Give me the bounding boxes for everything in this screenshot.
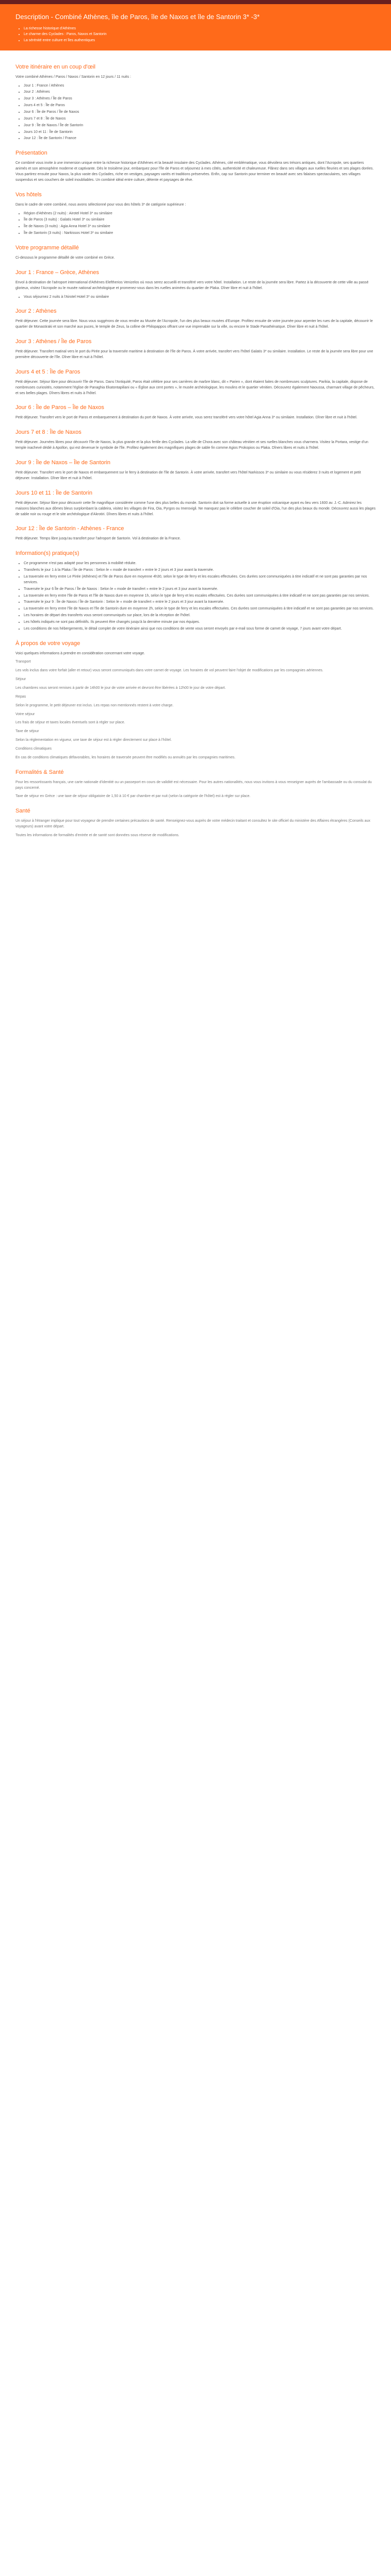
overview-item: • Jour 6 : Île de Paros / Île de Naxos [24,110,376,115]
main-content [0,50,391,857]
day-section [15,307,376,330]
day-section [15,368,376,397]
hotel-item: • Île de Naxos (3 nuits) : Agia Anna Hotel 3* ou similaire [24,224,376,230]
about-para: En cas de conditions climatiques défavorables, les horaires de traversée peuvent être modifiés ou annulés par les compagnies maritimes. [15,755,236,759]
day-text: Petit déjeuner. Journées libres pour découvrir l'île de Naxos, la plus grande et la plus fertile des Cyclades. La ville de Chora avec son château vénitien et ses ruelles blanches vous charmera. Visitez la Portara, vestige d'un temple inachevé dédié à Apollon, qui est devenue le symbole de l'île. Profitez également des magnifiques plages de sable fin comme Agios Prokopios ou Plaka. Dîners libres et nuits à l'hôtel. [15,440,368,450]
info-item: • Ce programme n'est pas adapté pour les personnes à mobilité réduite. [24,561,376,567]
presentation-title: Présentation [15,150,47,157]
day-text: Petit déjeuner. Séjour libre pour découvrir cette île magnifique considérée comme l'une des plus belles du monde. Santorin doit sa forme actuelle à une éruption volcanique ayant eu lieu vers 1600 av. J.-C. Admirez les maisons blanches aux dômes bleus surplombant la caldeira, visitez les villages de Fira, Oia, Pyrgos ou Imerovigli. Ne manquez pas le célèbre coucher de soleil d'Oia, l'un des plus beaux du monde. Découvrez aussi les plages de sable noir ou rouge et le site archéologique d'Akrotiri. Dîners libres et nuits à l'hôtel. [15,501,376,516]
health-text: Un séjour à l'étranger implique pour tout voyageur de prendre certaines précautions de santé. Renseignez-vous auprès de votre médecin traitant et consultez le site officiel du ministère des Affaires étrangères (Conseils aux voyageurs) avant votre départ. [15,819,370,829]
overview-title: Votre itinéraire en un coup d'œil [15,63,95,70]
day-title: Jour 1 : France – Grèce, Athènes [15,269,100,276]
day-section [15,268,376,300]
about-para: Selon le programme, le petit déjeuner est inclus. Les repas non mentionnés restent à votre charge. [15,703,174,707]
about-para: Repas [15,694,26,699]
overview-subtitle: Votre combiné Athènes / Paros / Naxos / Santorin en 12 jours / 11 nuits : [15,75,131,79]
info-title: Information(s) pratique(s) [15,550,79,557]
overview-item: • Jour 12 : Île de Santorin / France [24,136,376,142]
day-title: Jours 4 et 5 : Île de Paros [15,368,80,375]
hotels-title: Vos hôtels [15,191,42,198]
hotels-intro: Dans le cadre de votre combiné, nous avons sélectionné pour vous des hôtels 3* de catégorie supérieure : [15,202,186,207]
day-title: Jours 10 et 11 : Île de Santorin [15,489,92,496]
program-subtitle: Ci-dessous le programme détaillé de votre combiné en Grèce. [15,256,115,260]
formalities-text: Pour les ressortissants français, une carte nationale d'identité ou un passeport en cours de validité est nécessaire. Pour les autres nationalités, nous vous invitons à vous renseigner auprès de l'ambassade ou du consulat du pays concerné. [15,780,372,790]
about-para: Les chambres vous seront remises à partir de 14h00 le jour de votre arrivée et devront être libérées à 12h00 le jour de votre départ. [15,686,226,690]
info-item: • Traversée le jour 9 : Île de Naxos / Île de Santorin : Selon le « mode de transfert » entre le 2 jours et 3 jour avant la traversée. [24,600,376,605]
day-text: Petit déjeuner. Transfert matinal vers le port du Pirée pour la traversée maritime à destination de l'île de Paros. À votre arrivée, transfert vers l'hôtel Galatis 3* ou similaire. Installation. Le reste de la journée sera libre pour une première découverte de l'île. Dîner libre et nuit à l'hôtel. [15,350,373,360]
info-item: • Transferts le jour 1 à la Plaka / Île de Paros : Selon le « mode de transfert » entre le 2 jours et 3 jour avant la traversée. [24,568,376,573]
health-title: Santé [15,808,30,815]
day-title: Jours 7 et 8 : Île de Naxos [15,429,82,436]
hotels-list [15,211,376,236]
overview-item: • Jour 9 : Île de Naxos / Île de Santorin [24,123,376,129]
about-title: À propos de votre voyage [15,640,80,647]
day-section [15,403,376,421]
day-text: Petit déjeuner. Transfert vers le port de Paros et embarquement à destination du port de Naxos. À votre arrivée, vous serez transféré vers votre hôtel Agia Anna 3* ou similaire. Installation. Dîner libre et nuit à l'hôtel. [15,416,357,420]
info-item: • Les conditions de nos hébergements, le détail complet de votre itinéraire ainsi que nos conditions de vente vous seront envoyés par e-mail sous forme de carnet de voyage, 7 jours avant votre départ. [24,626,376,632]
hotel-item: • Île de Santorin (3 nuits) : Narkissos Hotel 3* ou similaire [24,231,376,236]
presentation-text: Ce combiné vous invite à une immersion unique entre la richesse historique d'Athènes et la beauté insulaire des Cyclades. Athènes, cité emblématique, vous dévoilera ses trésors antiques, dont l'Acropole, ses quartiers animés et son atmosphère moderne et captivante. Dès le troisième jour, embarquez pour l'île de Paros et séjournez à mes côtés, authenticité et chaleureuse. Flânez dans ses villages aux ruelles fleuries et ses plages dorées. Vous partirez ensuite pour Naxos, la plus vaste des Cyclades, riche en vestiges, paysages variés et traditions préservées. Enfin, cap sur Santorin pour terminer en beauté avec ses falaises spectaculaires, ses villages suspendus et ses couchers de soleil inoubliables. Un combiné idéal entre culture, détente et paysages de rêve. [15,161,374,182]
top-bar [0,0,391,4]
info-item: • La traversée en ferry entre l'île de Paros et l'île de Naxos dure en moyenne 1h, selon le type de ferry et les escales effectuées. Ces durées sont communiquées à titre indicatif et ne sont pas garanties par nos services. [24,594,376,599]
day-section [15,337,376,361]
about-para: Les frais de séjour et taxes locales éventuels sont à régler sur place. [15,721,125,725]
highlight-item: • La richesse historique d'Athènes [24,26,376,31]
hotel-item: • Île de Paros (3 nuits) : Galatis Hotel 3* ou similaire [24,217,376,223]
day-section [15,428,376,451]
day-title: Jour 2 : Athènes [15,308,57,315]
day-title: Jour 9 : Île de Naxos – Île de Santorin [15,460,111,466]
overview-item: • Jour 1 : France / Athènes [24,83,376,89]
info-list [15,561,376,632]
about-para: Transport [15,660,31,664]
overview-item: • Jour 3 : Athènes / Île de Paros [24,96,376,102]
about-para: Les vols inclus dans votre forfait (aller et retour) vous seront communiqués dans votre carnet de voyage. Les horaires de vol peuvent faire l'objet de modifications par les compagnies aériennes. [15,669,323,673]
day-title: Jour 6 : Île de Paros – Île de Naxos [15,404,104,411]
day-text: Petit déjeuner. Séjour libre pour découvrir l'île de Paros. Dans l'Antiquité, Paros était célèbre pour ses carrières de marbre blanc, dit « Parien », dont étaient faites de nombreuses sculptures. Parikia, la capitale, dispose de nombreuses curiosités, notamment l'église de Panaghia Ekatontapiliani ou « Église aux cent portes », le musée archéologique, les moulins et le quartier vénitien. Découvrez également Naoussa, charmant village de pêcheurs, et ses belles plages. Dîners libres et nuits à l'hôtel. [15,380,374,395]
day-title: Jour 12 : Île de Santorin - Athènes - France [15,526,124,532]
formalities-title: Formalités & Santé [15,769,64,775]
about-para: Conditions climatiques [15,747,52,751]
info-item: • Les horaires de départ des transferts vous seront communiqués sur place, lors de la réception de l'hôtel. [24,613,376,619]
info-item: • Les hôtels indiqués ne sont pas définitifs. Ils peuvent être changés jusqu'à la dernière minute par nos équipes. [24,620,376,625]
info-item: • Traversée le jour 6 Île de Paros / Île de Naxos : Selon le « mode de transfert » entre le 2 jours et 3 jour avant la traversée. [24,587,376,592]
day-section [15,489,376,518]
overview-item: • Jours 4 et 5 : Île de Paros [24,103,376,109]
about-para: Selon la réglementation en vigueur, une taxe de séjour est à régler directement sur place à l'hôtel. [15,738,172,742]
day-text: Envol à destination de l'aéroport international d'Athènes Eleftherios Venizelos où nous serez accueilli et transféré vers votre hôtel. Installation. Le reste de la journée sera libre. Partez à la découverte de cette ville au passé glorieux, visitez l'Acropole ou le musée national archéologique et promenez-vous dans les ruelles animées du quartier de Plaka. Dîner libre et nuit à l'hôtel. [15,280,369,290]
formalities-extra: Taxe de séjour en Grèce : une taxe de séjour obligatoire de 1,50 à 10 € par chambre et par nuit (selon la catégorie de l'hôtel) est à régler sur place. [15,794,251,799]
page [0,0,391,857]
page-title: Description - Combiné Athènes, île de Paros, île de Naxos et île de Santorin 3* -3* [15,13,260,21]
overview-item: • Jours 7 et 8 : Île de Naxos [24,116,376,122]
overview-item: • Jour 2 : Athènes [24,90,376,95]
highlights-list [15,26,376,43]
overview-list [15,83,376,142]
info-item: • La traversée en ferry entre Le Pirée (Athènes) et l'île de Paros dure en moyenne 4h30, selon le type de ferry et les escales effectuées. Ces durées sont communiquées à titre indicatif et ne sont pas garanties par nos services. [24,574,376,586]
about-text: Voici quelques informations à prendre en considération concernant votre voyage. [15,651,145,655]
about-para: Séjour [15,677,26,682]
day-section [15,459,376,482]
day-extra-list [15,295,376,300]
hotel-item: • Région d'Athènes (2 nuits) : Airotel Hotel 3* ou similaire [24,211,376,217]
highlight-item: • Le charme des Cyclades : Paros, Naxos et Santorin [24,31,376,37]
day-text: Petit déjeuner. Temps libre jusqu'au transfert pour l'aéroport de Santorin. Vol à destination de la France. [15,537,181,541]
highlight-item: • La sérénité entre culture et îles authentiques [24,38,376,43]
info-item: • La traversée en ferry entre l'île de Naxos et l'île de Santorin dure en moyenne 2h, selon le type de ferry et les escales effectuées. Ces durées sont communiquées à titre indicatif et ne sont pas garanties par nos services. [24,606,376,612]
day-text: Petit déjeuner. Cette journée sera libre. Nous vous suggérons de vous rendre au Musée de l'Acropole, l'un des plus beaux musées d'Europe. Profitez ensuite de votre journée pour arpenter les rues de la capitale, découvrir le quartier de Monastiraki et son marché aux puces, le temple de Zeus, la colline de Philopappos offrant une vue imprenable sur la ville, ou encore le Stade Panathénaïque. Dîner libre et nuit à l'hôtel. [15,319,373,329]
program-title: Votre programme détaillé [15,244,79,251]
day-title: Jour 3 : Athènes / Île de Paros [15,338,92,345]
overview-item: • Jours 10 et 11 : Île de Santorin [24,130,376,135]
about-para: Taxe de séjour [15,730,39,734]
day-extra: • Vous séjournez 2 nuits à l'Airotel Hotel 3* ou similaire [24,295,376,300]
title-banner [0,4,391,50]
day-text: Petit déjeuner. Transfert vers le port de Naxos et embarquement sur le ferry à destination de l'île de Santorin. À votre arrivée, transfert vers l'hôtel Narkissos 3* ou similaire ou vous résiderez 3 nuits et logement et petit déjeuner. Installation. Dîner libre et nuit à l'hôtel. [15,471,361,480]
about-para: Votre séjour [15,712,35,716]
day-section [15,524,376,542]
health-extra: Toutes les informations de formalités d'entrée et de santé sont données sous réserve de modifications. [15,833,180,837]
